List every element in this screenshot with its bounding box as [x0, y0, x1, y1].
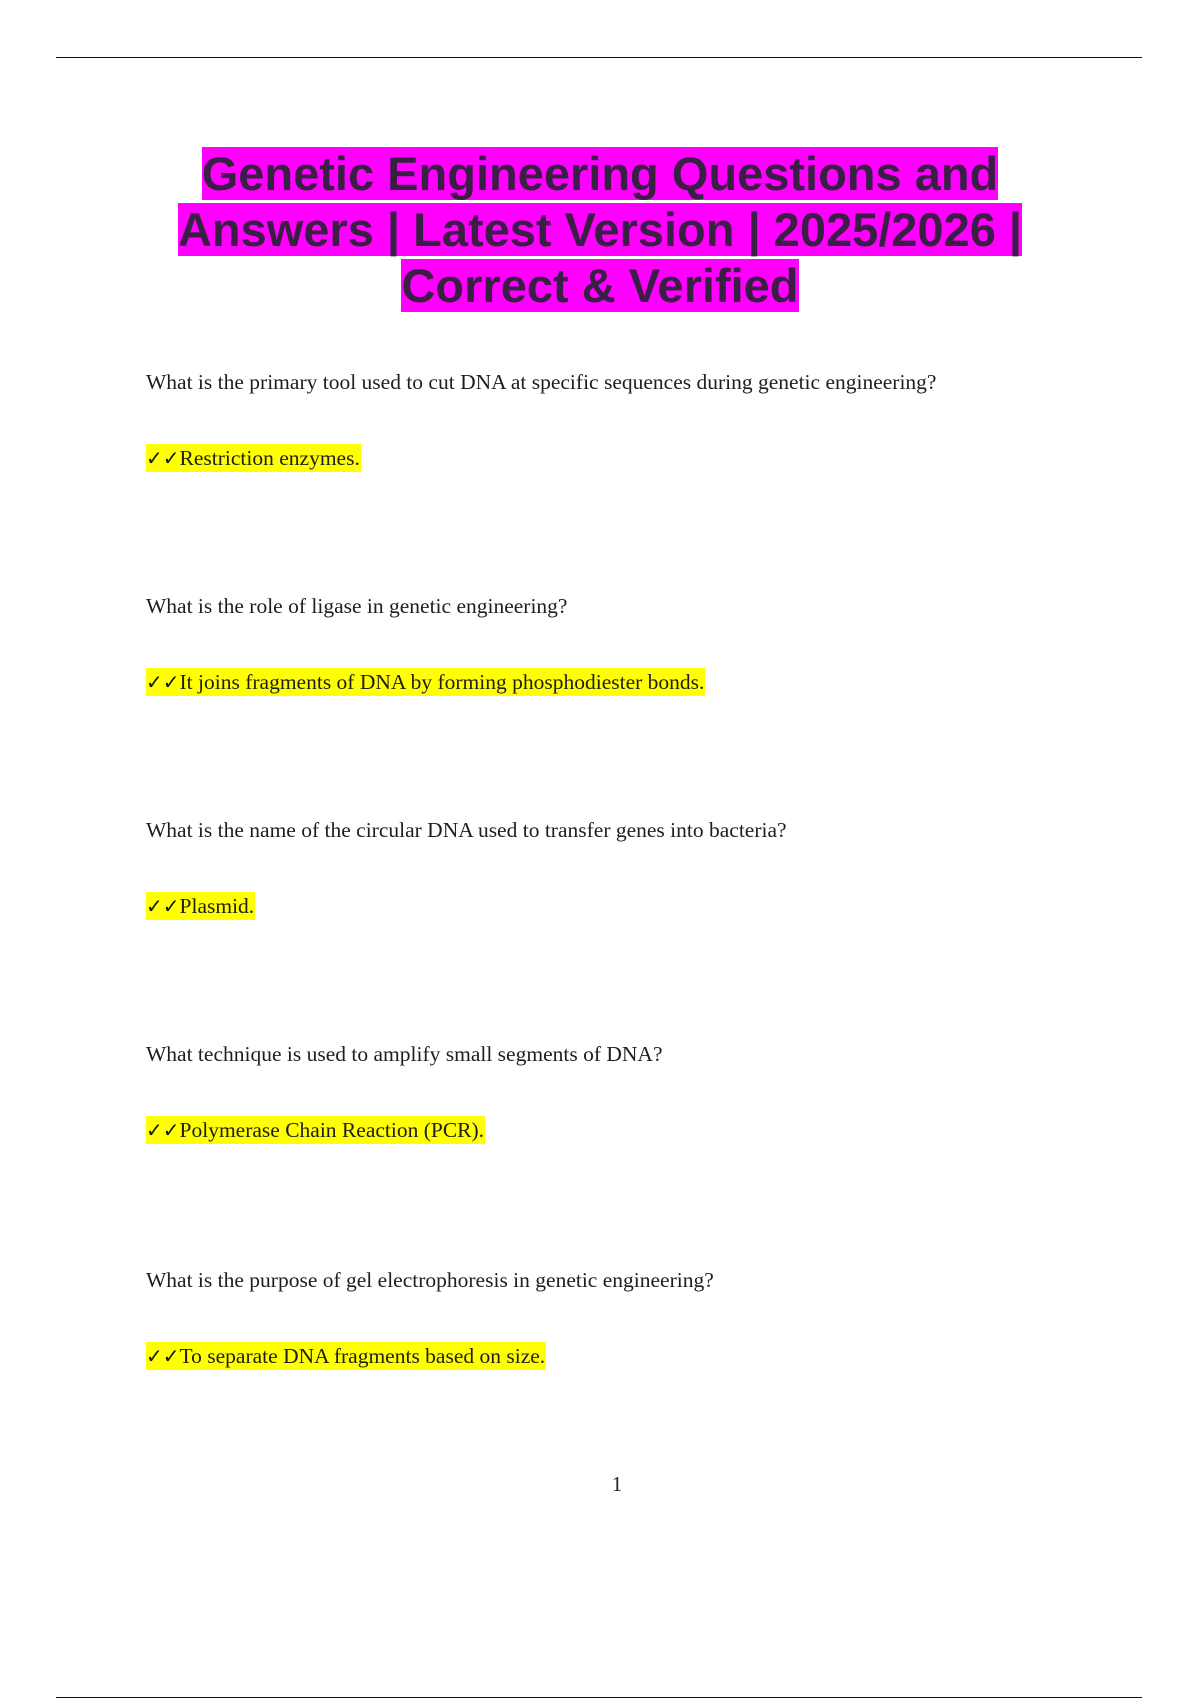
- answer-label: Restriction enzymes.: [179, 446, 360, 470]
- answer-text: [146, 1116, 485, 1144]
- question-text: What is the name of the circular DNA used to transfer genes into bacteria?: [146, 818, 787, 842]
- answer-text: [146, 1342, 546, 1370]
- answer-text: [146, 892, 255, 920]
- question-text: What technique is used to amplify small segments of DNA?: [146, 1042, 663, 1066]
- qa-item: [146, 816, 1146, 918]
- answer-label: To separate DNA fragments based on size.: [179, 1344, 546, 1368]
- top-rule: [56, 57, 1142, 58]
- checkmark-icon: ✓✓: [146, 670, 180, 694]
- qa-item: [146, 1040, 1146, 1142]
- answer-label: Polymerase Chain Reaction (PCR).: [179, 1118, 485, 1142]
- question-text: What is the primary tool used to cut DNA at specific sequences during genetic engineering?: [146, 370, 937, 394]
- checkmark-icon: ✓✓: [146, 446, 180, 470]
- answer-label: It joins fragments of DNA by forming phosphodiester bonds.: [179, 670, 705, 694]
- answer-text: [146, 668, 705, 696]
- question-text: What is the role of ligase in genetic engineering?: [146, 594, 568, 618]
- checkmark-icon: ✓✓: [146, 1118, 180, 1142]
- bottom-rule: [56, 1697, 1142, 1698]
- question-text: What is the purpose of gel electrophoresis in genetic engineering?: [146, 1268, 714, 1292]
- document-title: Genetic Engineering Questions and Answers | Latest Version | 2025/2026 | Correct & Verified: [177, 147, 1023, 312]
- checkmark-icon: ✓✓: [146, 894, 180, 918]
- qa-item: [146, 1266, 1146, 1368]
- qa-item: [146, 592, 1146, 694]
- answer-text: [146, 444, 361, 472]
- checkmark-icon: ✓✓: [146, 1344, 180, 1368]
- title-block: [100, 146, 1100, 314]
- qa-item: [146, 368, 1146, 470]
- answer-label: Plasmid.: [179, 894, 255, 918]
- page-number: 1: [611, 1472, 623, 1496]
